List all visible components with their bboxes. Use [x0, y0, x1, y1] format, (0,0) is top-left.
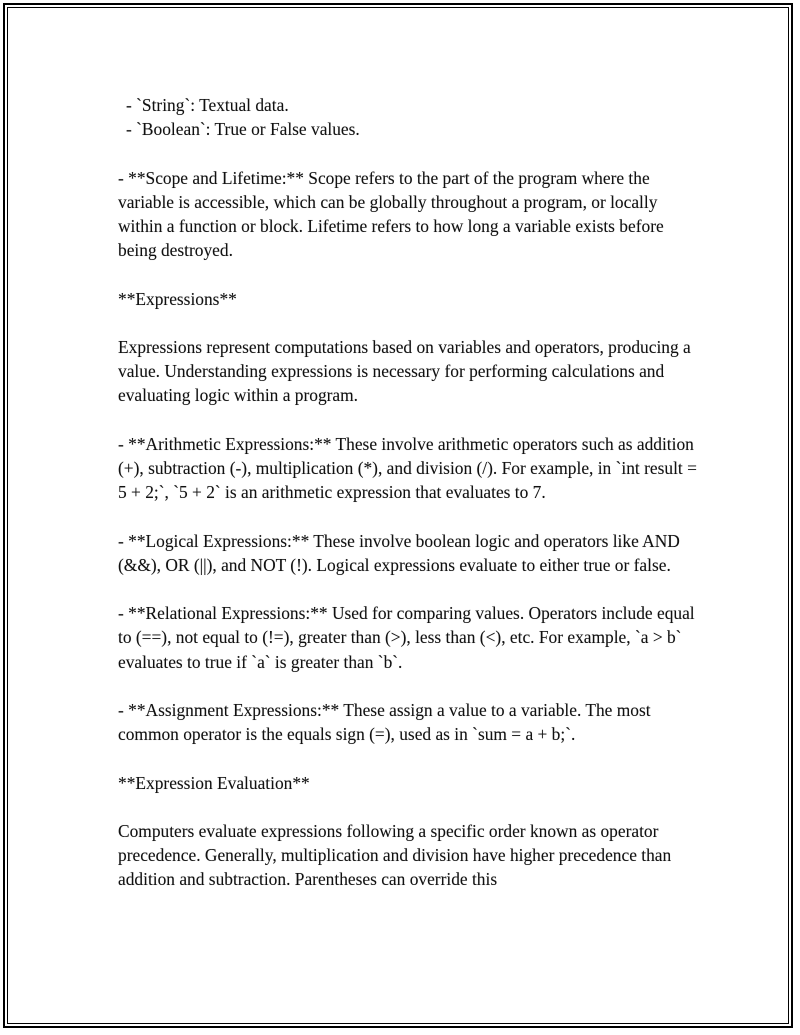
paragraph-scope-lifetime: - **Scope and Lifetime:** Scope refers to the part of the program where the variable is accessible, which can be globally throughout a program, or locally within a function or block. Lifetime refers to how long a variable exists before being destroyed.	[118, 167, 664, 261]
paragraph-assignment: - **Assignment Expressions:** These assign a value to a variable. The most common operator is the equals sign (=), used as in `sum = a + b;`.	[118, 699, 651, 745]
document-body	[118, 93, 698, 916]
paragraph-relational: - **Relational Expressions:** Used for comparing values. Operators include equal to (==), not equal to (!=), greater than (>), less than (<), etc. For example, `a > b` evaluates to true if `a` is greater than `b`.	[118, 603, 695, 672]
paragraph-evaluation-intro: Computers evaluate expressions following a specific order known as operator precedence. Generally, multiplication and division have higher precedence than addition and subtraction. Parentheses can override this	[118, 820, 672, 890]
paragraph-logical: - **Logical Expressions:** These involve boolean logic and operators like AND (&&), OR (||), and NOT (!). Logical expressions evaluate to either true or false.	[118, 530, 680, 575]
heading-expression-evaluation: **Expression Evaluation**	[118, 772, 310, 793]
list-item-boolean: - `Boolean`: True or False values.	[126, 119, 360, 140]
list-item-string: - `String`: Textual data.	[126, 95, 289, 115]
heading-expressions: **Expressions**	[118, 288, 237, 309]
paragraph-expressions-intro: Expressions represent computations based on variables and operators, producing a value. Understanding expressions is necessary for performing calculations and evaluating logic within a program.	[118, 336, 691, 406]
paragraph-arithmetic: - **Arithmetic Expressions:** These involve arithmetic operators such as addition (+), subtraction (-), multiplication (*), and division (/). For example, in `int result = 5 + 2;`, `5 + 2` is an arithmetic expression that evaluates to 7.	[118, 433, 697, 503]
